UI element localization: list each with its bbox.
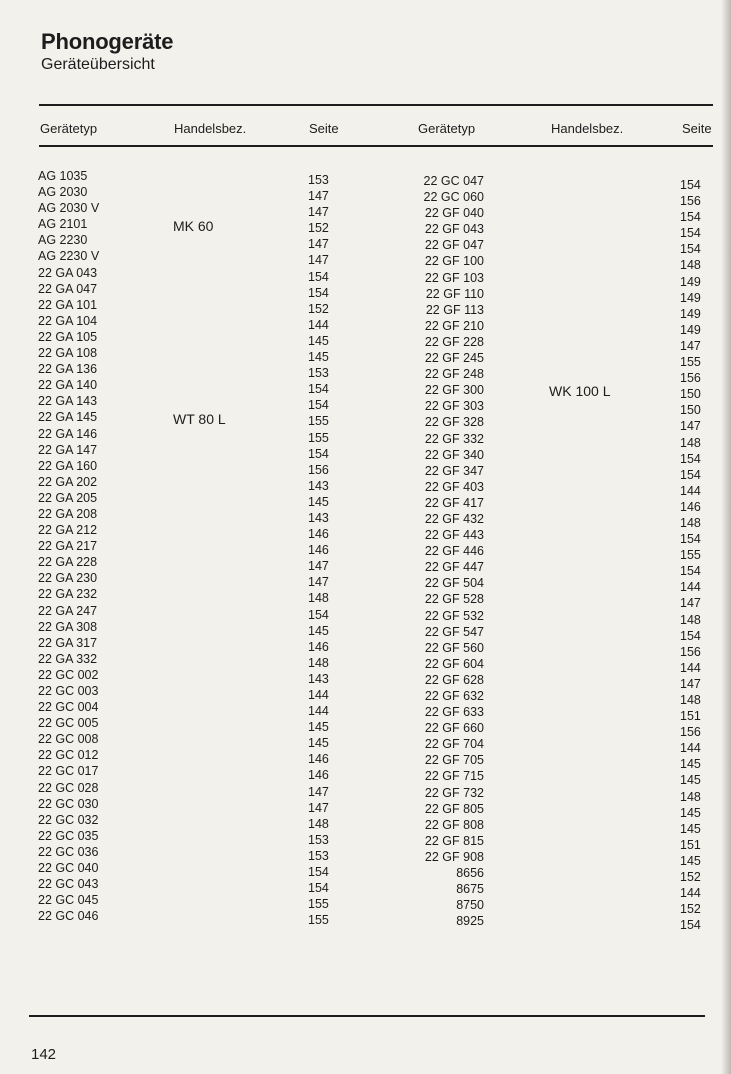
device-type-cell: 22 GF 446 [424,544,484,559]
device-type-cell: 22 GF 340 [424,447,484,462]
device-type-cell: 22 GC 047 [423,174,484,188]
right-page-column [680,177,701,933]
device-type-cell: 22 GF 100 [424,254,484,269]
page-ref-cell: 150 [680,403,701,418]
footer-rule [29,1015,705,1017]
device-type-cell: 22 GA 212 [38,523,98,538]
device-type-cell: 22 GF 815 [424,833,484,848]
device-type-cell: 22 GA 247 [38,603,98,618]
device-type-cell: 22 GF 228 [424,334,484,349]
page-ref-cell: 154 [680,467,701,482]
page-ref-cell: 144 [680,660,701,675]
page-ref-cell: 147 [308,800,329,815]
header-left-type: Gerätetyp [40,121,98,136]
device-type-cell: 22 GA 140 [38,378,98,393]
page-ref-cell: 151 [680,709,701,724]
page-ref-cell: 152 [308,221,329,236]
page-ref-cell: 149 [680,274,701,289]
page-ref-cell: 145 [308,736,329,751]
device-type-cell: 22 GA 317 [38,635,98,650]
device-type-cell: 22 GA 108 [38,346,98,361]
header-right-brand: Handelsbez. [551,121,624,136]
device-type-cell: 22 GF 632 [424,689,484,703]
device-type-cell: 22 GA 147 [38,442,98,457]
page-ref-cell: 155 [308,913,329,928]
page-ref-cell: 154 [680,178,701,192]
device-type-cell: 22 GA 160 [38,458,98,473]
header-left-page: Seite [309,121,339,136]
page-ref-cell: 148 [680,612,701,627]
device-type-cell: 22 GC 004 [38,700,99,715]
header-right-page: Seite [682,121,712,136]
device-type-cell: 22 GA 205 [38,490,98,505]
page-ref-cell: 154 [680,532,701,547]
device-type-cell: 22 GF 633 [424,705,484,720]
page-ref-cell: 146 [308,639,329,654]
device-type-cell: AG 2030 V [38,201,100,216]
page-ref-cell: 154 [308,607,329,622]
page-ref-cell: 154 [308,398,329,413]
device-type-cell: 22 GC 017 [38,764,99,779]
page-ref-cell: 148 [308,816,329,831]
page-ref-cell: 153 [308,173,329,187]
page-ref-cell: 153 [308,832,329,847]
device-type-cell: 22 GF 805 [424,801,484,816]
page-ref-cell: 154 [680,564,701,579]
device-type-cell: 22 GA 208 [38,506,98,521]
page-ref-cell: 153 [308,366,329,381]
device-type-cell: 22 GF 103 [424,270,484,285]
page-ref-cell: 149 [680,290,701,305]
page-ref-cell: 144 [308,317,329,332]
device-type-cell: 22 GF 417 [424,495,484,510]
device-type-cell: 22 GF 547 [424,624,484,639]
device-type-cell: 22 GA 145 [38,410,98,425]
page-ref-cell: 145 [680,757,701,772]
page-ref-cell: 148 [680,693,701,707]
device-type-cell: 22 GF 303 [424,399,484,414]
device-type-cell: 8925 [456,914,484,929]
page-ref-cell: 156 [680,644,701,659]
page-ref-cell: 154 [308,269,329,284]
page-ref-cell: 145 [308,720,329,735]
page-ref-cell: 147 [680,596,701,611]
left-type-column [38,168,99,924]
page-ref-cell: 156 [680,194,701,209]
page-subtitle: Geräteübersicht [41,56,155,73]
page-ref-cell: 155 [308,430,329,445]
device-type-cell: 22 GF 532 [424,608,484,623]
page-ref-cell: 145 [680,821,701,836]
page-ref-cell: 148 [680,435,701,450]
device-type-cell: 22 GC 030 [38,796,99,811]
page-ref-cell: 144 [308,688,329,702]
page-ref-cell: 147 [308,784,329,799]
device-type-cell: 22 GA 104 [38,313,98,328]
page-ref-cell: 154 [308,865,329,880]
device-type-cell: 22 GA 217 [38,539,98,554]
device-type-cell: 22 GF 704 [424,737,484,752]
device-type-cell: 22 GF 732 [424,785,484,800]
device-type-cell: 22 GF 245 [424,351,484,366]
page-ref-cell: 154 [680,242,701,257]
device-type-cell: 22 GF 332 [424,431,484,446]
device-type-cell: 22 GA 105 [38,329,98,344]
device-type-cell: 22 GA 136 [38,362,98,377]
device-type-cell: 22 GC 012 [38,748,99,763]
page-ref-cell: 146 [680,499,701,514]
page-ref-cell: 146 [308,752,329,767]
device-type-cell: 22 GF 047 [424,238,484,253]
device-type-cell: 22 GF 908 [424,849,484,864]
device-type-cell: AG 2230 V [38,249,100,264]
page-ref-cell: 147 [308,205,329,220]
device-type-cell: 22 GA 228 [38,555,98,570]
device-type-cell: 22 GF 113 [425,302,484,317]
device-type-cell: 22 GF 110 [425,286,484,301]
page-ref-cell: 145 [680,805,701,820]
page-ref-cell: 145 [680,853,701,868]
page-ref-cell: 154 [680,226,701,241]
page-ref-cell: 146 [308,527,329,542]
device-type-cell: 22 GC 043 [38,877,99,892]
header-left-brand: Handelsbez. [174,121,247,136]
page-ref-cell: 149 [680,322,701,337]
page-ref-cell: 143 [308,478,329,493]
page-ref-cell: 145 [308,623,329,638]
page-ref-cell: 154 [680,918,701,933]
page-number: 142 [31,1046,57,1063]
device-type-cell: 22 GC 040 [38,861,99,876]
device-type-cell: 22 GF 560 [424,640,484,655]
page-ref-cell: 148 [680,789,701,804]
page-ref-cell: 144 [680,580,701,595]
page-ref-cell: 147 [308,253,329,268]
page-ref-cell: 155 [680,355,701,370]
device-type-cell: 8750 [456,898,484,913]
device-type-cell: 22 GF 443 [424,528,484,543]
device-type-cell: AG 1035 [38,169,88,183]
page-ref-cell: 155 [308,897,329,912]
page-ref-cell: 145 [680,773,701,788]
page-ref-cell: 151 [680,837,701,852]
device-type-cell: 22 GF 715 [424,769,484,784]
page-ref-cell: 147 [308,575,329,590]
page-ref-cell: 154 [680,451,701,466]
page-ref-cell: 145 [308,333,329,348]
device-type-cell: 22 GC 032 [38,812,99,827]
header-right-type: Gerätetyp [418,121,476,136]
page-ref-cell: 152 [308,301,329,316]
page-ref-cell: 154 [308,881,329,896]
device-type-cell: 22 GF 528 [424,592,484,607]
device-type-cell: 22 GF 660 [424,721,484,736]
page-ref-cell: 144 [680,483,701,498]
device-type-cell: 22 GA 202 [38,474,98,489]
left-brand-wt80l: WT 80 L [173,411,226,427]
device-type-cell: 22 GA 232 [38,587,98,602]
page-ref-cell: 155 [680,548,701,563]
device-type-cell: 22 GA 047 [38,281,98,296]
device-type-cell: 22 GF 210 [424,318,484,333]
device-type-cell: 22 GF 248 [424,367,484,382]
page-ref-cell: 156 [680,725,701,740]
page-ref-cell: 148 [680,515,701,530]
page-ref-cell: 147 [680,676,701,691]
device-type-cell: 22 GC 035 [38,828,99,843]
right-type-column [400,173,484,929]
page-ref-cell: 148 [308,591,329,606]
page-ref-cell: 148 [680,258,701,273]
device-type-cell: 22 GC 008 [38,732,99,747]
device-type-cell: 22 GC 002 [38,667,99,682]
page-ref-cell: 154 [680,628,701,643]
device-type-cell: 22 GF 504 [424,576,484,591]
page-ref-cell: 147 [680,338,701,353]
device-type-cell: 22 GF 403 [424,479,484,494]
page-ref-cell: 145 [308,494,329,509]
right-brand-wk100l: WK 100 L [549,383,611,399]
page-title: Phonogeräte [41,29,174,54]
header-bottom-rule [39,145,713,147]
device-type-cell: 22 GF 604 [424,656,484,671]
device-type-cell: 22 GA 308 [38,619,98,634]
page-ref-cell: 144 [680,886,701,901]
page-ref-cell: 155 [308,414,329,429]
device-type-cell: 22 GC 036 [38,844,99,859]
page-ref-cell: 154 [680,210,701,225]
page-ref-cell: 147 [308,237,329,252]
header-top-rule [39,104,713,106]
device-type-cell: 22 GF 300 [424,383,484,398]
device-type-cell: 22 GF 043 [424,222,484,237]
page-ref-cell: 148 [308,655,329,670]
device-type-cell: 22 GC 028 [38,780,99,795]
page-ref-cell: 150 [680,387,701,402]
page-ref-cell: 156 [308,462,329,477]
device-type-cell: 22 GA 230 [38,571,98,586]
left-brand-mk60: MK 60 [173,218,214,234]
left-page-column [308,172,329,928]
device-type-cell: AG 2030 [38,185,88,200]
page-ref-cell: 152 [680,902,701,917]
page-ref-cell: 154 [308,446,329,461]
device-type-cell: AG 2101 [38,217,88,232]
page-ref-cell: 147 [680,419,701,434]
device-type-cell: 22 GA 101 [38,297,98,312]
device-type-cell: 22 GC 003 [38,684,99,698]
page-ref-cell: 146 [308,768,329,783]
page-ref-cell: 154 [308,285,329,300]
device-type-cell: 22 GA 143 [38,394,98,409]
page-ref-cell: 144 [680,741,701,756]
device-type-cell: 22 GA 043 [38,265,98,280]
page-ref-cell: 154 [308,382,329,397]
page-ref-cell: 153 [308,848,329,863]
device-type-cell: 22 GC 005 [38,716,99,731]
page-ref-cell: 143 [308,510,329,525]
device-type-cell: 22 GF 808 [424,817,484,832]
page-ref-cell: 147 [308,559,329,574]
page-ref-cell: 143 [308,671,329,686]
device-type-cell: 22 GA 332 [38,651,98,666]
device-type-cell: 22 GF 040 [424,206,484,221]
device-type-cell: 22 GF 347 [424,463,484,478]
device-type-cell: AG 2230 [38,233,88,248]
page-ref-cell: 152 [680,870,701,885]
device-type-cell: 22 GF 432 [424,511,484,526]
device-type-cell: 22 GC 045 [38,893,99,908]
device-type-cell: 22 GF 705 [424,753,484,768]
page-ref-cell: 144 [308,704,329,719]
page-ref-cell: 145 [308,350,329,365]
device-type-cell: 22 GC 046 [38,909,99,924]
device-type-cell: 22 GC 060 [423,190,484,205]
page-ref-cell: 149 [680,306,701,321]
device-type-cell: 22 GF 328 [424,415,484,430]
page-ref-cell: 156 [680,371,701,386]
page-edge-shadow [721,0,731,1074]
device-type-cell: 8675 [456,882,484,897]
device-type-cell: 22 GF 447 [424,560,484,575]
page-ref-cell: 147 [308,189,329,204]
device-type-cell: 22 GA 146 [38,426,98,441]
device-type-cell: 22 GF 628 [424,672,484,687]
device-type-cell: 8656 [456,866,484,881]
page-ref-cell: 146 [308,543,329,558]
